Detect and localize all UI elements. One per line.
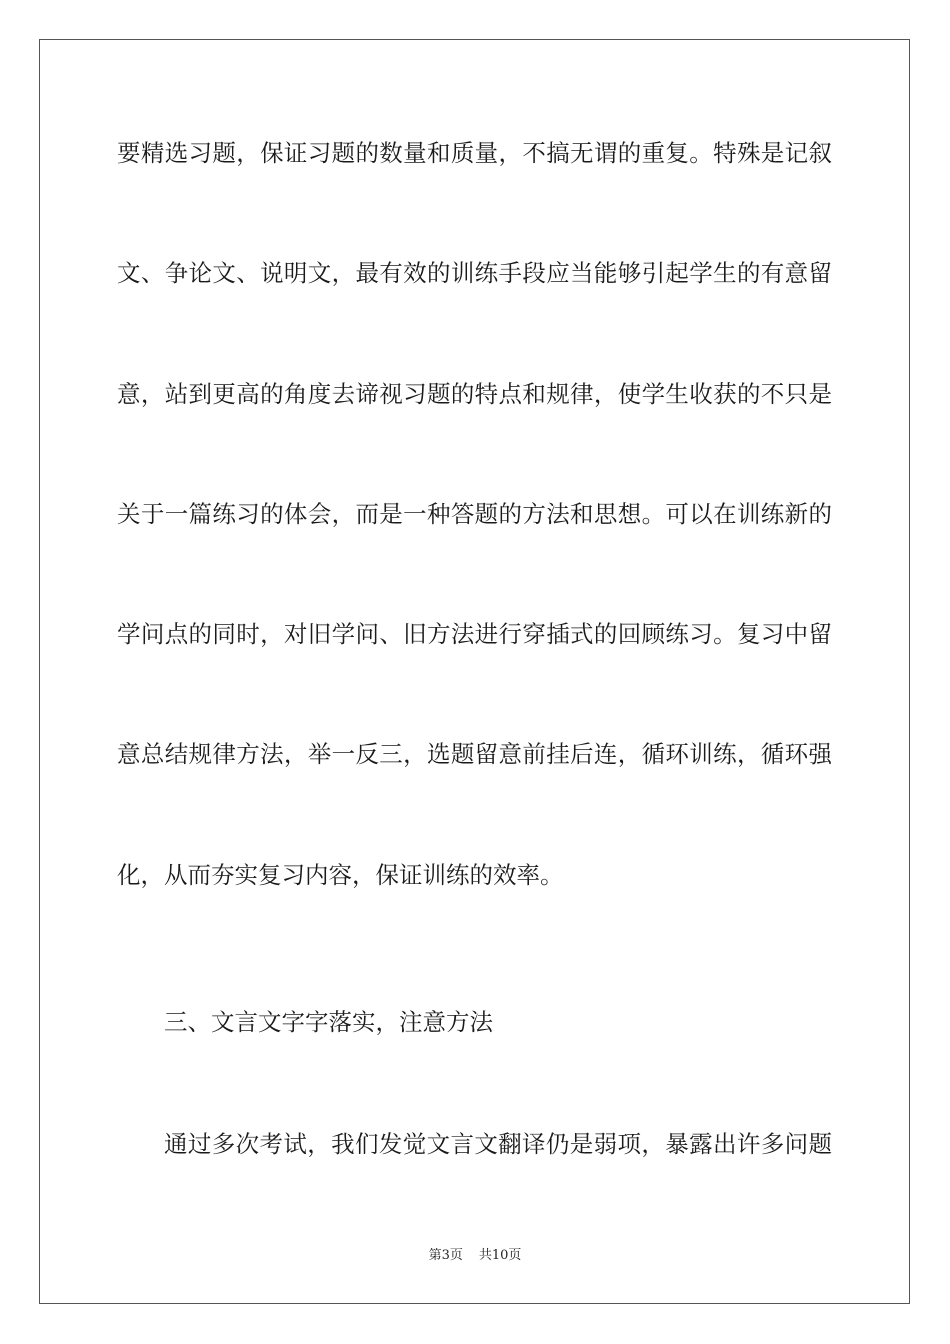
page-number-label: 第3页 [428, 1248, 463, 1263]
body-line-7: 化，从而夯实复习内容，保证训练的效率。 [117, 861, 564, 889]
body-line-5: 学问点的同时，对旧学问、旧方法进行穿插式的回顾练习。复习中留 [117, 620, 832, 648]
paragraph-start-line: 通过多次考试，我们发觉文言文翻译仍是弱项，暴露出许多问题 [164, 1130, 832, 1158]
body-line-3: 意，站到更高的角度去谛视习题的特点和规律，使学生收获的不只是 [117, 380, 832, 408]
total-pages-label: 共10页 [478, 1248, 522, 1263]
body-line-6: 意总结规律方法，举一反三，选题留意前挂后连，循环训练，循环强 [117, 740, 832, 768]
body-line-1: 要精选习题，保证习题的数量和质量，不搞无谓的重复。特殊是记叙 [117, 139, 832, 167]
body-line-4: 关于一篇练习的体会，而是一种答题的方法和思想。可以在训练新的 [117, 500, 832, 528]
body-line-2: 文、争论文、说明文，最有效的训练手段应当能够引起学生的有意留 [117, 259, 832, 287]
page-footer [0, 1247, 950, 1265]
page-border [39, 39, 910, 1304]
section-heading: 三、文言文字字落实，注意方法 [164, 1008, 493, 1036]
